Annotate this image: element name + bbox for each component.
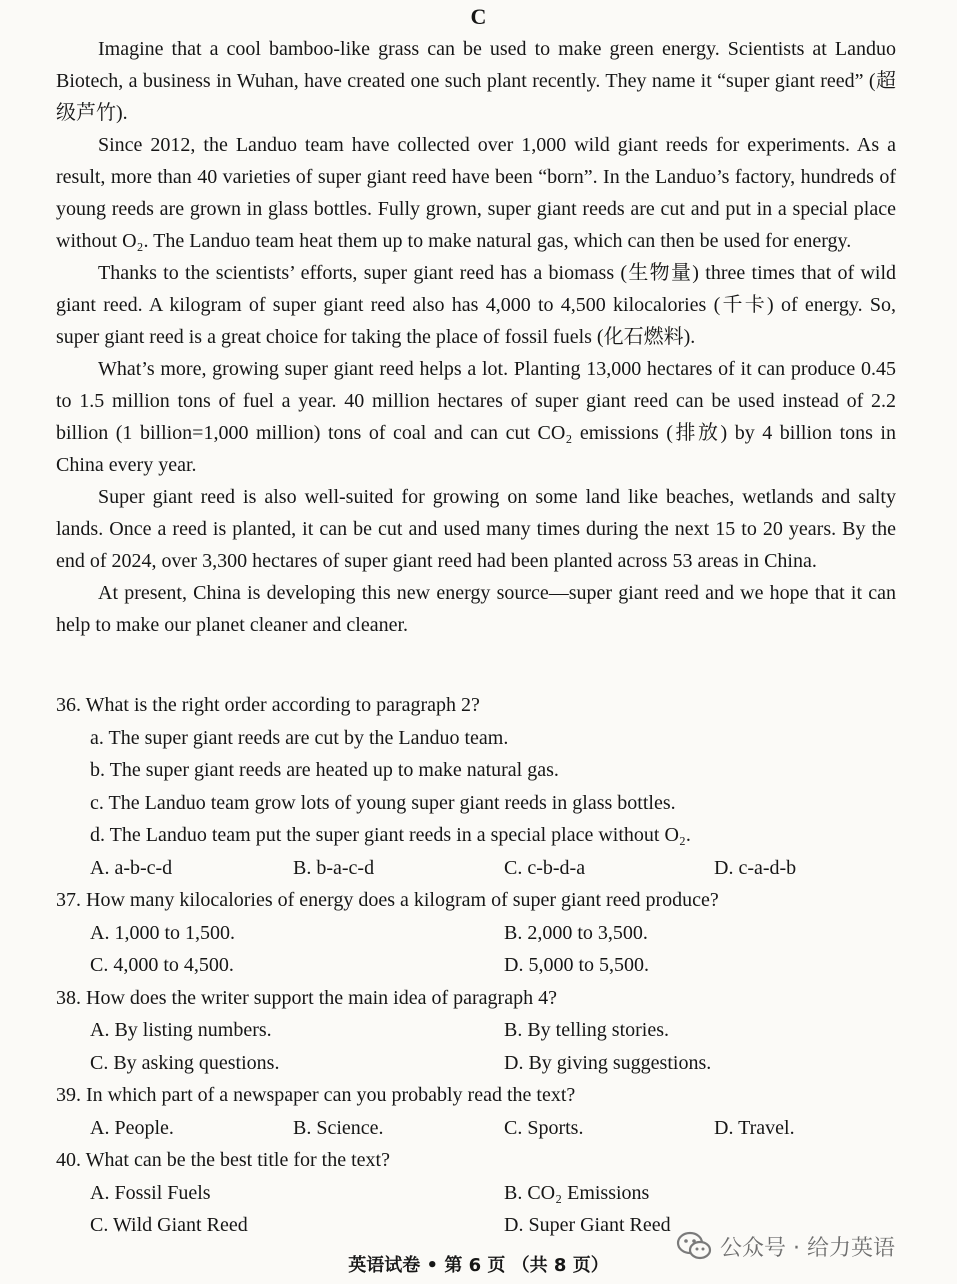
option-c: C. Wild Giant Reed xyxy=(90,1214,248,1236)
answer-options xyxy=(56,1047,916,1080)
option-d: D. By giving suggestions. xyxy=(504,1051,712,1074)
option-c: C. By asking questions. xyxy=(90,1051,280,1074)
option-c: C. Sports. xyxy=(504,1116,584,1139)
passage-paragraph: Since 2012, the Landuo team have collected over 1,000 wild giant reeds for experiments. As a result, more than 40 varieties of super giant reed have been “born”. In the Landuo’s factory, hundreds of young reeds are grown in glass bottles. Fully grown, super giant reeds are cut and put in a special place without O₂. The Landuo team heat them up to make natural gas, which can then be used for energy. xyxy=(56,134,896,252)
question-stem: 37. How many kilocalories of energy does a kilogram of super giant reed produce? xyxy=(56,889,719,911)
question-stem: 38. How does the writer support the main idea of paragraph 4? xyxy=(56,986,557,1009)
question-38 xyxy=(56,982,916,1080)
option-a: A. People. xyxy=(90,1116,174,1139)
option-c: C. 4,000 to 4,500. xyxy=(90,954,234,976)
passage-paragraph: What’s more, growing super giant reed helps a lot. Planting 13,000 hectares of it can produce 0.45 to 1.5 million tons of fuel a year. 40 million hectares of super giant reed can be used instead of 2.2 billion (1 billion=1,000 million) tons of coal and can cut CO₂ emissions (排放) by 4 billion tons in China every year. xyxy=(56,358,896,476)
question-39 xyxy=(56,1079,916,1144)
reading-passage xyxy=(56,33,896,641)
page-footer: 英语试卷 • 第 6 页 （共 8 页） xyxy=(348,1255,609,1276)
order-item: c. The Landuo team grow lots of young super giant reeds in glass bottles. xyxy=(90,791,676,814)
answer-options xyxy=(56,1177,916,1210)
option-b: B. b-a-c-d xyxy=(293,856,375,879)
order-item: a. The super giant reeds are cut by the Landuo team. xyxy=(90,726,509,749)
option-c: C. c-b-d-a xyxy=(504,856,586,879)
answer-options xyxy=(56,1112,916,1145)
option-a: A. 1,000 to 1,500. xyxy=(90,921,235,944)
question-stem: 36. What is the right order according to paragraph 2? xyxy=(56,694,480,716)
answer-options xyxy=(56,852,916,885)
option-b: B. 2,000 to 3,500. xyxy=(504,921,648,944)
option-d: D. Super Giant Reed xyxy=(504,1214,671,1236)
order-item: b. The super giant reeds are heated up to make natural gas. xyxy=(90,759,559,781)
question-list xyxy=(56,689,916,1242)
question-stem: 39. In which part of a newspaper can you probably read the text? xyxy=(56,1084,576,1106)
option-a: A. By listing numbers. xyxy=(90,1019,272,1041)
answer-options xyxy=(56,1014,916,1047)
passage-paragraph: Imagine that a cool bamboo-like grass can be used to make green energy. Scientists at Landuo Biotech, a business in Wuhan, have created one such plant recently. They name it “super giant reed” (超级芦竹). xyxy=(56,38,896,124)
option-b: B. CO₂ Emissions xyxy=(504,1181,650,1204)
answer-options xyxy=(56,949,916,982)
watermark-text: 公众号 · 给力英语 xyxy=(720,1235,895,1261)
passage-paragraph: At present, China is developing this new energy source—super giant reed and we hope that it can help to make our planet cleaner and cleaner. xyxy=(56,582,896,636)
option-d: D. 5,000 to 5,500. xyxy=(504,954,649,976)
option-a: A. Fossil Fuels xyxy=(90,1181,211,1204)
question-stem: 40. What can be the best title for the text? xyxy=(56,1149,390,1171)
question-36 xyxy=(56,689,916,884)
option-a: A. a-b-c-d xyxy=(90,856,173,879)
section-letter: C xyxy=(470,4,487,29)
passage-paragraph: Thanks to the scientists’ efforts, super giant reed has a biomass (生物量) three times that of wild giant reed. A kilogram of super giant reed also has 4,000 to 4,500 kilocalories (千卡) of energy. So, super giant reed is a great choice for taking the place of fossil fuels (化石燃料). xyxy=(56,262,896,348)
option-d: D. Travel. xyxy=(714,1116,795,1139)
order-item: d. The Landuo team put the super giant reeds in a special place without O₂. xyxy=(90,824,691,846)
passage-paragraph: Super giant reed is also well-suited for growing on some land like beaches, wetlands and salty lands. Once a reed is planted, it can be cut and used many times during the next 15 to 20 years. By the end of 2024, over 3,300 hectares of super giant reed had been planted across 53 areas in China. xyxy=(56,486,896,572)
question-37 xyxy=(56,884,916,982)
answer-options xyxy=(56,917,916,950)
question-40 xyxy=(56,1144,916,1242)
option-b: B. Science. xyxy=(293,1116,384,1139)
option-b: B. By telling stories. xyxy=(504,1019,669,1041)
option-d: D. c-a-d-b xyxy=(714,856,797,879)
